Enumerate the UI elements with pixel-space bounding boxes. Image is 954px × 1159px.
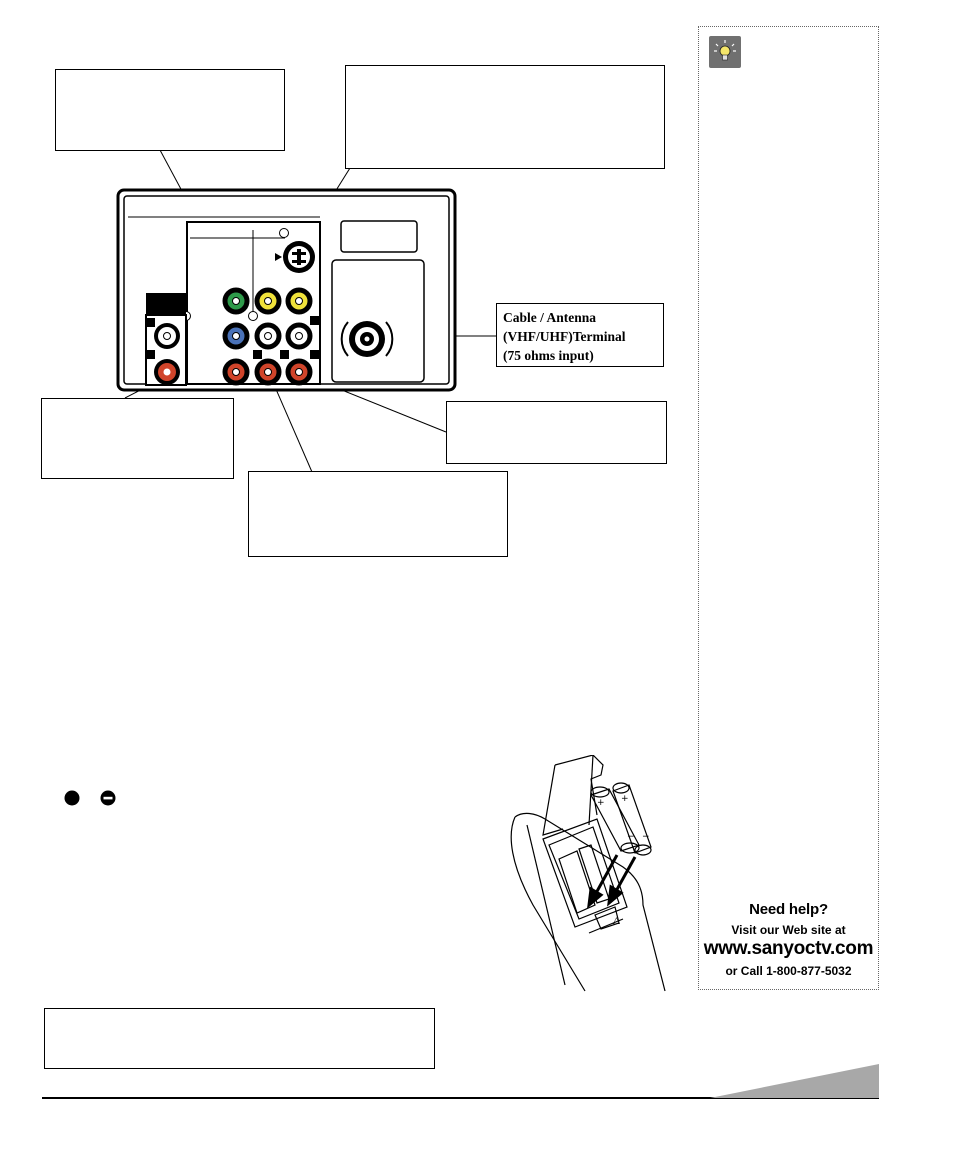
- svg-text:+: +: [597, 798, 605, 808]
- cable-antenna-line3: (75 ohms input): [503, 348, 594, 363]
- tips-sidebar: [698, 26, 879, 990]
- cable-antenna-line1: Cable / Antenna: [503, 310, 597, 325]
- help-call-text: or Call 1-800-877-5032: [725, 964, 852, 978]
- svg-text:−: −: [627, 832, 635, 842]
- cable-antenna-line2: (VHF/UHF)Terminal: [503, 329, 626, 344]
- callout-video-audio-input: [446, 401, 667, 464]
- callout-s-video-input: [345, 65, 665, 169]
- plus-terminal-icon: [64, 790, 80, 806]
- callout-component-input: [55, 69, 285, 151]
- callout-audio-input: [248, 471, 508, 557]
- minus-terminal-icon: [100, 790, 116, 806]
- remote-battery-illustration: [505, 755, 675, 995]
- note-box: [44, 1008, 435, 1069]
- lightbulb-icon: [709, 36, 741, 68]
- svg-text:−: −: [642, 832, 650, 842]
- s-video-jack: [283, 241, 315, 273]
- help-title: Need help?: [749, 901, 828, 918]
- page-corner-wedge: [710, 1064, 880, 1098]
- callout-audio-output: [41, 398, 234, 479]
- help-visit-text: Visit our Web site at: [731, 923, 846, 937]
- svg-text:+: +: [621, 794, 629, 804]
- cable-antenna-label: [496, 303, 664, 367]
- help-url-link[interactable]: www.sanyoctv.com: [703, 938, 874, 959]
- svg-text:△: △: [613, 916, 620, 926]
